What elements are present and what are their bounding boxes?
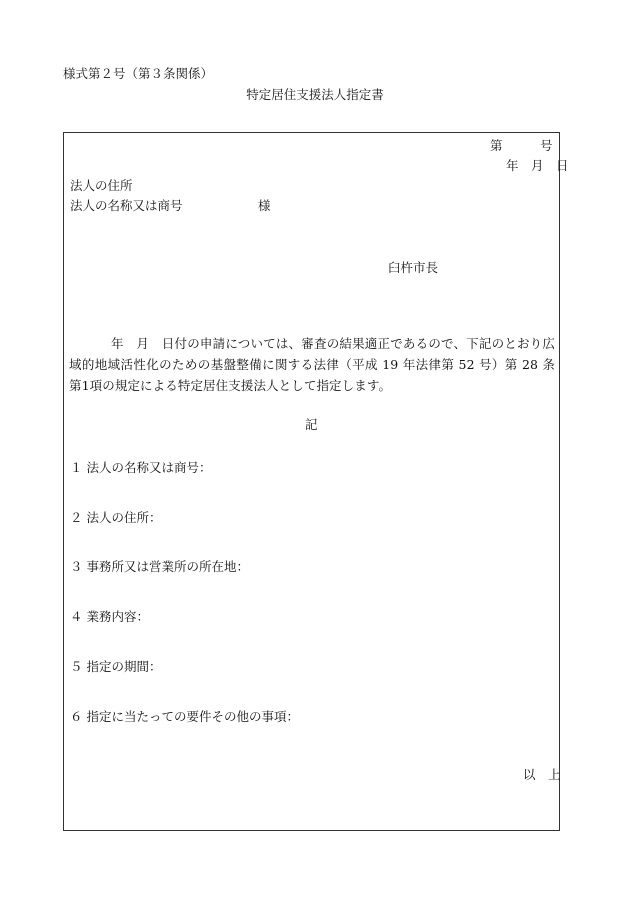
item-office-location: ３ 事務所又は営業所の所在地： bbox=[70, 559, 249, 574]
item-other-requirements: ６ 指定に当たっての要件その他の事項： bbox=[70, 709, 299, 724]
issue-date: 年 月 日 bbox=[506, 158, 569, 173]
recipient-address-label: 法人の住所 bbox=[70, 178, 133, 193]
issuer-name: 臼杵市長 bbox=[388, 260, 439, 275]
document-number: 第 号 bbox=[490, 138, 553, 153]
item-business-content: ４ 業務内容： bbox=[70, 609, 149, 624]
recipient-name-label: 法人の名称又は商号 bbox=[70, 198, 183, 213]
document-title: 特定居住支援法人指定書 bbox=[246, 87, 384, 102]
body-paragraph: 年 月 日付の申請については、審査の結果適正であるので、下記のとおり広域的地域活性化のための基盤整備に関する法律（平成 19 年法律第 52 号）第 28 条第1項の規定による特定居住支援法人として指定します。 bbox=[69, 336, 555, 393]
document-frame bbox=[63, 132, 560, 831]
closing-mark: 以 上 bbox=[523, 767, 561, 782]
ki-heading: 記 bbox=[305, 417, 318, 432]
item-corporation-address: ２ 法人の住所： bbox=[70, 510, 162, 525]
recipient-honorific: 様 bbox=[258, 198, 271, 213]
item-designation-period: ５ 指定の期間： bbox=[70, 659, 162, 674]
item-corporation-name: １ 法人の名称又は商号： bbox=[70, 460, 212, 475]
form-number: 様式第２号（第３条関係） bbox=[63, 66, 214, 81]
